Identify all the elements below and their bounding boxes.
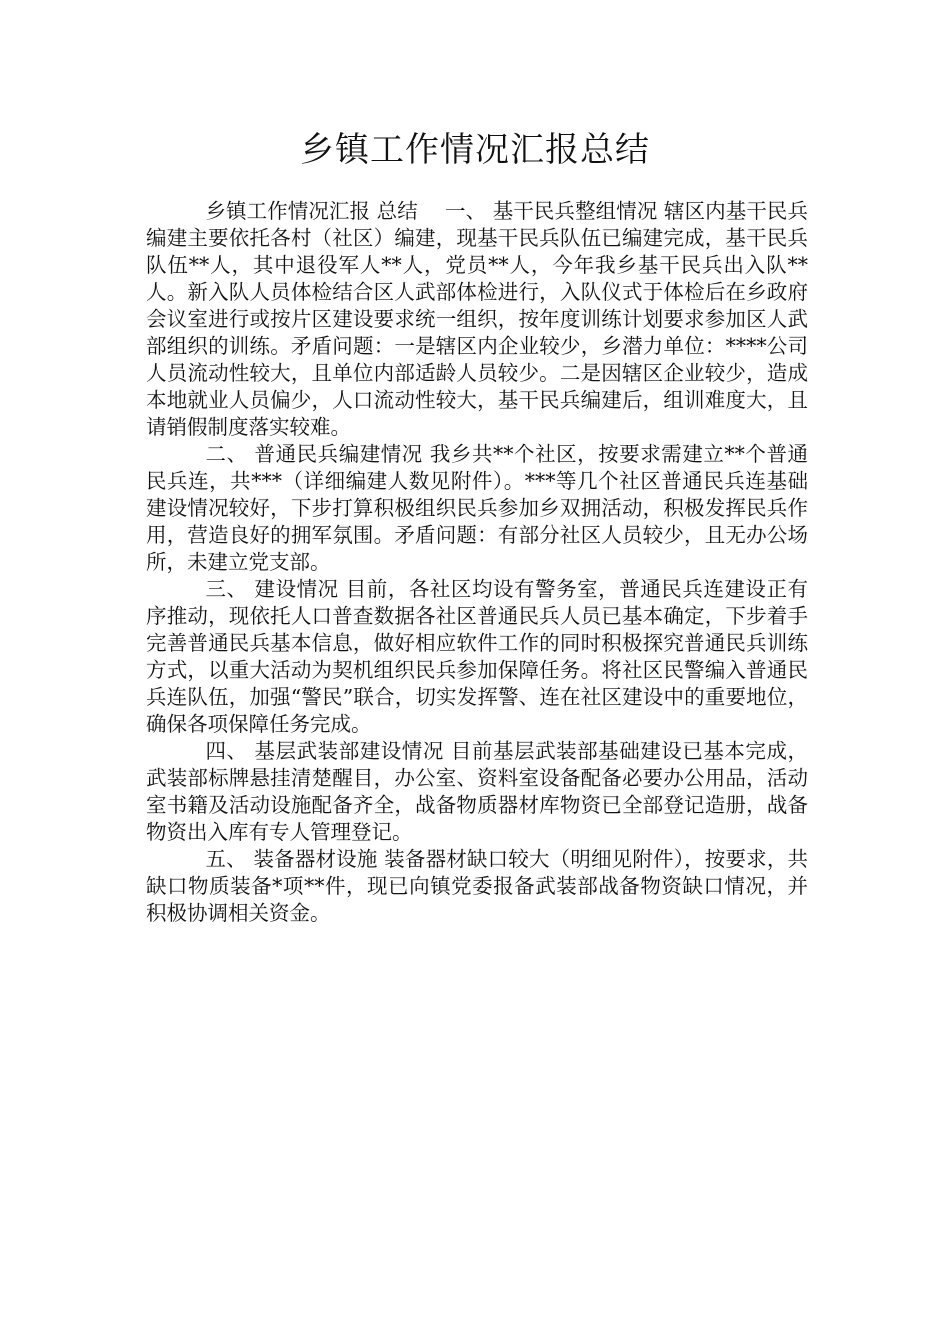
document-body xyxy=(146,198,808,927)
paragraph-armed-forces-department: 四、 基层武装部建设情况 目前基层武装部基础建设已基本完成，武装部标牌悬挂清楚醒目，办公室、资料室设备配备必要办公用品，活动室书籍及活动设施配备齐全，战备物质器材库物资已全部登记造册，战备物资出入库有专人管理登记。 xyxy=(146,739,808,844)
paragraph-ordinary-militia: 二、 普通民兵编建情况 我乡共**个社区，按要求需建立**个普通民兵连，共***（详细编建人数见附件）。***等几个社区普通民兵连基础建设情况较好，下步打算积极组织民兵参加乡双拥活动，积极发挥民兵作用，营造良好的拥军氛围。矛盾问题：有部分社区人员较少，且无办公场所，未建立党支部。 xyxy=(146,442,808,574)
document-title: 乡镇工作情况汇报总结 xyxy=(300,130,650,170)
paragraph-equipment: 五、 装备器材设施 装备器材缺口较大（明细见附件），按要求，共缺口物质装备*项**件，现已向镇党委报备武装部战备物资缺口情况，并积极协调相关资金。 xyxy=(146,847,808,925)
paragraph-construction-status: 三、 建设情况 目前，各社区均设有警务室，普通民兵连建设正有序推动，现依托人口普查数据各社区普通民兵人员已基本确定，下步着手完善普通民兵基本信息，做好相应软件工作的同时积极探究普通民兵训练方式，以重大活动为契机组织民兵参加保障任务。将社区民警编入普通民兵连队伍，加强“警民”联合，切实发挥警、连在社区建设中的重要地位，确保各项保障任务完成。 xyxy=(146,577,808,736)
paragraph-militia-reorganization: 乡镇工作情况汇报 总结 一、 基干民兵整组情况 辖区内基干民兵编建主要依托各村（社区）编建，现基干民兵队伍已编建完成，基干民兵队伍**人，其中退役军人**人，党员**人，今年我乡基干民兵出入队**人。新入队人员体检结合区人武部体检进行，入队仪式于体检后在乡政府会议室进行或按片区建设要求统一组织，按年度训练计划要求参加区人武部组织的训练。矛盾问题：一是辖区内企业较少，乡潜力单位：****公司人员流动性较大，且单位内部适龄人员较少。二是因辖区企业较少，造成本地就业人员偏少，人口流动性较大，基干民兵编建后，组训难度大，且请销假制度落实较难。 xyxy=(146,199,808,439)
